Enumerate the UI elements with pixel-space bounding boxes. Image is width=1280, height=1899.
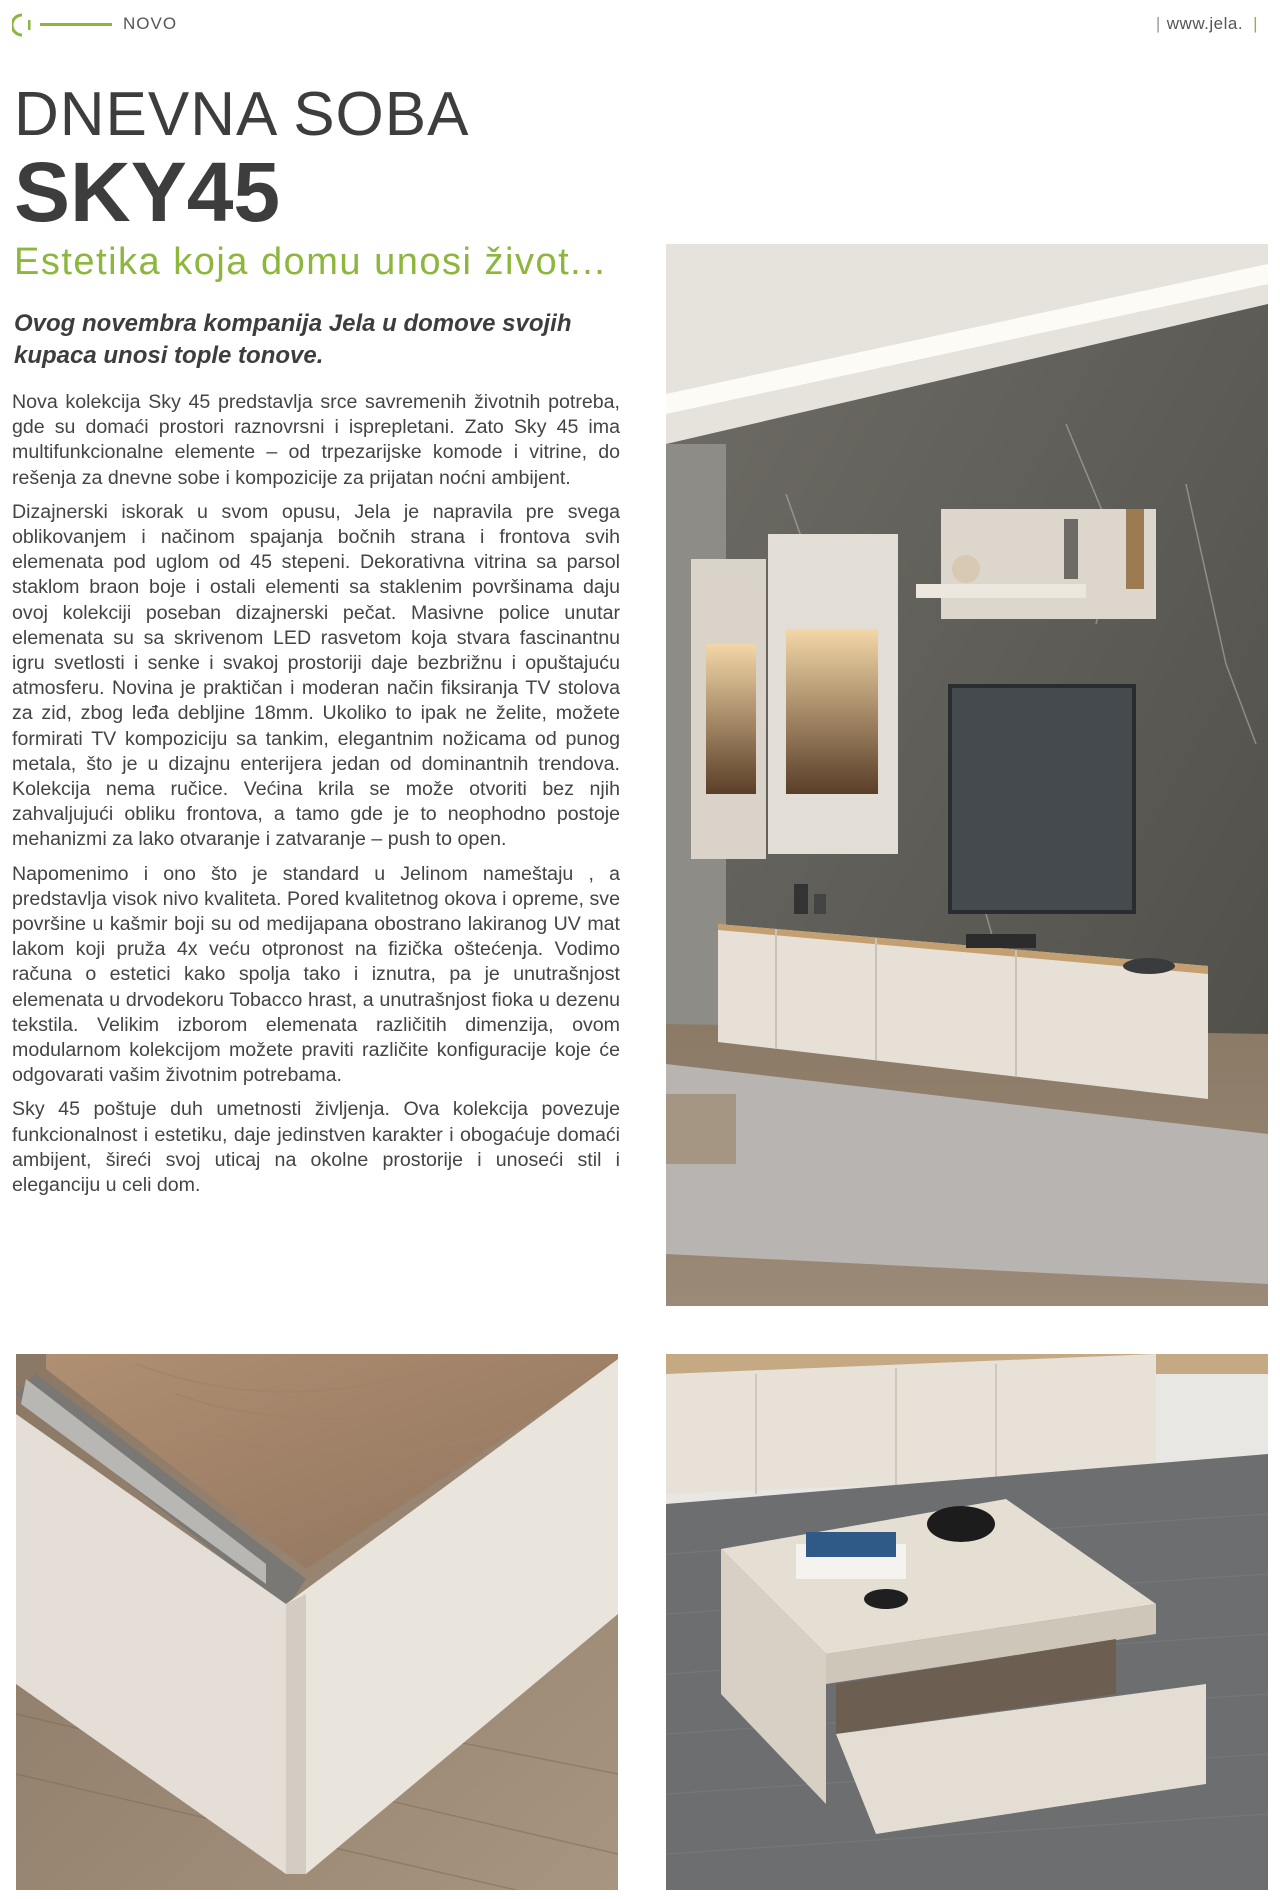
drawer-detail-photo [16, 1354, 618, 1890]
jela-logo-icon [12, 12, 38, 38]
website-url[interactable]: www.jela. [1166, 14, 1244, 33]
product-name: SKY45 [14, 145, 281, 239]
coffee-table-photo [666, 1354, 1268, 1890]
body-paragraph: Sky 45 poštuje duh umetnosti življenja. Ova kolekcija povezuje funkcionalnost i estetiku, daje jedinstven karakter i obogaćuje domaći ambijent, šireći svoj uticaj na okolne prostorije i unoseći stil i eleganciju u celi dom. [12, 1098, 620, 1197]
page-header [0, 0, 1280, 48]
article-lead: Ovog novembra kompanija Jela u domove svojih kupaca unosi tople tonove. [14, 310, 572, 369]
body-paragraph: Napomenimo i ono što je standard u Jelinom nameštaju , a predstavlja visok nivo kvaliteta. Pored kvalitetnog okova i opreme, sve površine u kašmir boji su od medijapana obostrano lakiranog UV mat lakom koji pruža 4x veću otpronost na fizička oštećenja. Vodimo računa o estetici kako spolja tako i iznutra, pa je unutrašnjost elemenata u drvodekoru Tobacco hrast, a unutrašnjost fioka u dezenu tekstila. Velikim izborom elemenata različitih dimenzija, ovom modularnom kolekcijom možete praviti različite konfiguracije koje će odgovarati vašim životnim potrebama. [12, 862, 620, 1087]
article-title: DNEVNA SOBA [14, 80, 470, 149]
body-paragraph: Dizajnerski iskorak u svom opusu, Jela je napravila pre svega oblikovanjem i načinom spajanja bočnih strana i frontova svih elemenata pod uglom od 45 stepeni. Dekorativna vitrina sa parsol staklom braon boje i ostali elementi sa staklenim površinama daju ovoj kolekciji poseban dizajnerski pečat. Masivne police unutar elemenata su sa skrivenom LED rasvetom koja stvara fascinantnu igru svetlosti i senke i svakoj prostoriji daje bezbrižnu i opuštajuću atmosferu. Novina je praktičan i moderan način fiksiranja TV stolova za zid, zbog leđa debljine 18mm. Ukoliko to ipak ne želite, možete formirati TV kompoziciju sa tankim, elegantnim nožicama od punog metala, što je u dizajnu enterijera jedan od dominantnih trendova. Kolekcija nema ručice. Većina krila se može otvoriti bez njih zahvaljujući obliku frontova, a tamo gde je to neophodno postoje mehanizmi za lako otvaranje i zatvaranje – push to open. [12, 500, 620, 851]
header-divider [40, 23, 112, 26]
section-label: NOVO [123, 14, 178, 33]
article-subtitle: Estetika koja domu unosi život... [14, 241, 607, 283]
living-room-photo [666, 244, 1268, 1306]
website-link[interactable]: | www.jela. | [1155, 14, 1258, 33]
article-body [12, 390, 620, 1207]
body-paragraph: Nova kolekcija Sky 45 predstavlja srce savremenih životnih potreba, gde su domaći prostori raznovrsni i isprepletani. Zato Sky 45 ima multifunkcionalne elemente – od trpezarijske komode i vitrine, do rešenja za dnevne sobe i kompozicije za prijatan noćni ambijent. [12, 391, 620, 489]
